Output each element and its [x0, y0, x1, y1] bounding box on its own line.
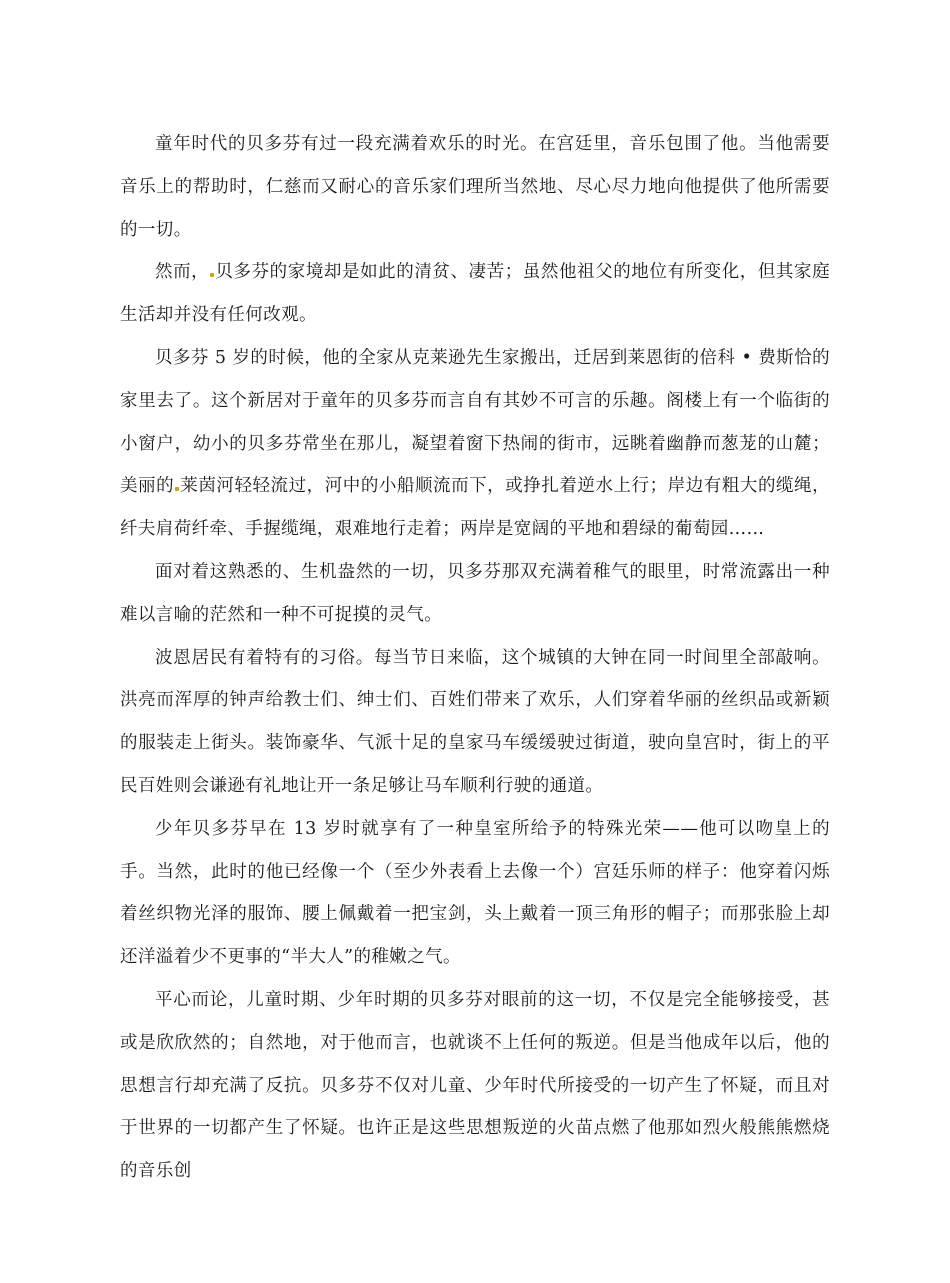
highlight-mark [175, 487, 179, 491]
paragraph-6 [120, 808, 830, 979]
article-body [120, 123, 830, 1193]
paragraph-2 [120, 251, 830, 337]
paragraph-1 [120, 123, 830, 251]
paragraph-5 [120, 637, 830, 808]
paragraph-7 [120, 979, 830, 1193]
paragraph-3-text-b: 莱茵河轻轻流过，河中的小船顺流而下，或挣扎着逆水上行；岸边有粗大的缆绳，纤夫肩荷纤牵、手握缆绳，艰难地行走着；两岸是宽阔的平地和碧绿的葡萄园…… [120, 476, 830, 540]
paragraph-7-text: 平心而论，儿童时期、少年时期的贝多芬对眼前的这一切，不仅是完全能够接受，甚或是欣欣然的；自然地，对于他而言，也就谈不上任何的叛逆。但是当他成年以后，他的思想言行却充满了反抗。贝多芬不仅对儿童、少年时代所接受的一切产生了怀疑，而且对于世界的一切都产生了怀疑。也许正是这些思想叛逆的火苗点燃了他那如烈火般熊熊燃烧的音乐创 [120, 989, 830, 1182]
paragraph-4-text: 面对着这熟悉的、生机盎然的一切，贝多芬那双充满着稚气的眼里，时常流露出一种难以言喻的茫然和一种不可捉摸的灵气。 [120, 561, 830, 625]
highlight-mark [210, 273, 214, 277]
paragraph-6-text: 少年贝多芬早在 13 岁时就享有了一种皇室所给予的特殊光荣——他可以吻皇上的手。当然，此时的他已经像一个（至少外表看上去像一个）宫廷乐师的样子：他穿着闪烁着丝织物光泽的服饰、腰上佩戴着一把宝剑，头上戴着一顶三角形的帽子；而那张脸上却还洋溢着少不更事的“半大人”的稚嫩之气。 [120, 818, 830, 968]
paragraph-1-text: 童年时代的贝多芬有过一段充满着欢乐的时光。在宫廷里，音乐包围了他。当他需要音乐上的帮助时，仁慈而又耐心的音乐家们理所当然地、尽心尽力地向他提供了他所需要的一切。 [120, 134, 830, 240]
paragraph-2-text-a: 然而， [155, 262, 210, 283]
paragraph-3 [120, 337, 830, 551]
paragraph-2-text-b: 贝多芬的家境却是如此的清贫、凄苦；虽然他祖父的地位有所变化，但其家庭生活却并没有任何改观。 [120, 262, 830, 326]
paragraph-4 [120, 551, 830, 637]
paragraph-3-text-a: 贝多芬 5 岁的时候，他的全家从克莱逊先生家搬出，迁居到莱恩街的倍科 • 费斯恰的家里去了。这个新居对于童年的贝多芬而言自有其妙不可言的乐趣。阁楼上有一个临街的小窗户，幼小的贝多芬常坐在那儿，凝望着窗下热闹的街市，远眺着幽静而葱茏的山麓；美丽的 [120, 347, 830, 497]
paragraph-5-text: 波恩居民有着特有的习俗。每当节日来临，这个城镇的大钟在同一时间里全部敲响。洪亮而浑厚的钟声给教士们、绅士们、百姓们带来了欢乐，人们穿着华丽的丝织品或新颖的服装走上街头。装饰豪华、气派十足的皇家马车缓缓驶过街道，驶向皇宫时，街上的平民百姓则会谦逊有礼地让开一条足够让马车顺利行驶的通道。 [120, 647, 830, 796]
